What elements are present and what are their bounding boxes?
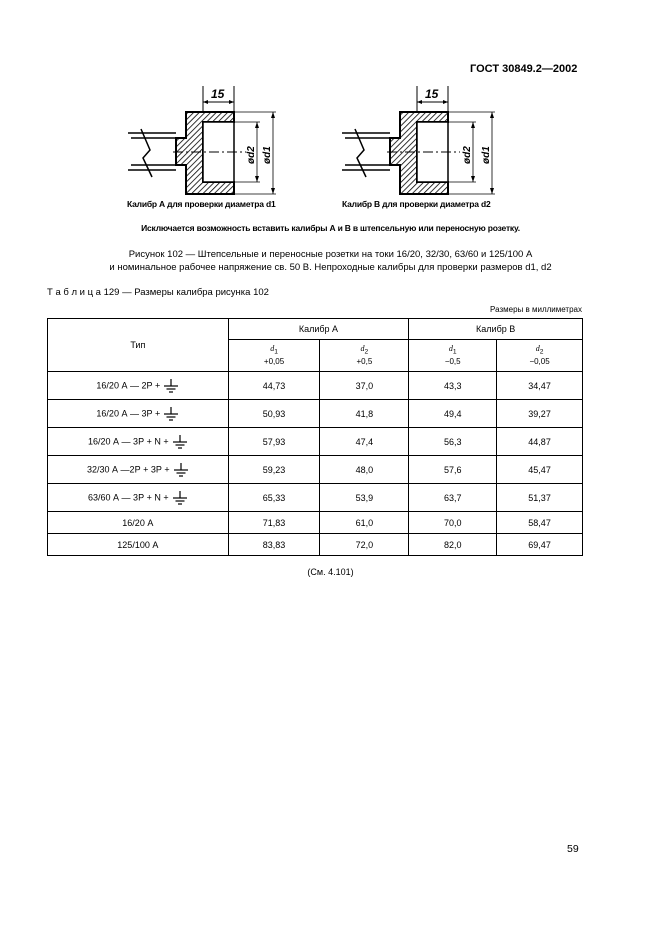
cell-value: 50,93 <box>228 400 320 428</box>
cell-type <box>48 400 229 428</box>
table-row <box>48 372 583 400</box>
cell-value: 70,0 <box>409 512 497 534</box>
cell-value: 57,6 <box>409 456 497 484</box>
cell-value: 51,37 <box>497 484 583 512</box>
cell-value: 65,33 <box>228 484 320 512</box>
cell-value: 61,0 <box>320 512 409 534</box>
cell-value: 58,47 <box>497 512 583 534</box>
caption-gauge-b: Калибр В для проверки диаметра d2 <box>342 199 491 209</box>
cell-value: 45,47 <box>497 456 583 484</box>
gauge-drawing <box>0 0 661 240</box>
table-row <box>48 456 583 484</box>
ground-icon <box>163 378 179 394</box>
type-label: 125/100 А <box>117 539 159 550</box>
subheader-1 <box>320 340 409 372</box>
sub-tolerance: +0,05 <box>263 357 285 367</box>
cell-type <box>48 484 229 512</box>
type-label: 63/60 А — 3Р + N + <box>88 491 169 502</box>
sub-index: 1 <box>274 348 278 356</box>
cross-reference: (См. 4.101) <box>307 567 354 577</box>
gauge-a-drawing <box>128 86 276 194</box>
sub-symbol: d <box>270 343 275 353</box>
type-label: 16/20 А — 2Р + <box>96 379 161 390</box>
figure-caption-line2: и номинальное рабочее напряжение св. 50 В. Непроходные калибры для проверки размеров d1, d2 <box>109 262 552 273</box>
sub-index: 2 <box>539 348 544 356</box>
ground-icon <box>172 434 188 450</box>
cell-value: 63,7 <box>409 484 497 512</box>
gauge-b-drawing <box>342 86 495 194</box>
cell-type <box>48 428 229 456</box>
subheader-0 <box>228 340 320 372</box>
header-gauge-b: Калибр В <box>409 319 583 340</box>
sub-tolerance: −0,05 <box>529 357 550 367</box>
cell-value: 43,3 <box>409 372 497 400</box>
cell-value: 56,3 <box>409 428 497 456</box>
dimension-15-a: 15 <box>211 87 225 101</box>
sub-symbol: d <box>448 343 453 353</box>
cell-type <box>48 512 229 534</box>
cell-value: 48,0 <box>320 456 409 484</box>
d1-label-a: ød1 <box>262 146 273 164</box>
cell-value: 53,9 <box>320 484 409 512</box>
ground-icon <box>163 406 179 422</box>
figure-caption-line1: Рисунок 102 — Штепсельные и переносные розетки на токи 16/20, 32/30, 63/60 и 125/100 А <box>128 249 533 260</box>
type-label: 16/20 А — 3Р + N + <box>88 435 169 446</box>
cell-value: 82,0 <box>409 534 497 556</box>
caption-gauge-a: Калибр А для проверки диаметра d1 <box>127 199 276 209</box>
sub-index: 1 <box>452 348 457 356</box>
cell-value: 37,0 <box>320 372 409 400</box>
type-label: 32/30 А —2Р + 3Р + <box>87 463 170 474</box>
d1-label-b: ød1 <box>481 146 492 164</box>
dimension-15-b: 15 <box>425 87 439 101</box>
subheader-2 <box>409 340 497 372</box>
cell-value: 83,83 <box>228 534 320 556</box>
d2-label-a: ød2 <box>246 146 257 164</box>
ground-icon <box>173 462 189 478</box>
cell-value: 39,27 <box>497 400 583 428</box>
d2-label-b: ød2 <box>462 146 473 164</box>
cell-value: 34,47 <box>497 372 583 400</box>
table-row <box>48 400 583 428</box>
cell-value: 59,23 <box>228 456 320 484</box>
cell-value: 69,47 <box>497 534 583 556</box>
cell-value: 47,4 <box>320 428 409 456</box>
cell-value: 44,73 <box>228 372 320 400</box>
gauge-dimensions-table <box>47 318 583 556</box>
cell-type <box>48 534 229 556</box>
table-row <box>48 534 583 556</box>
sub-symbol: d <box>360 343 365 353</box>
sub-tolerance: −0,5 <box>444 357 461 367</box>
table-row <box>48 428 583 456</box>
cell-value: 72,0 <box>320 534 409 556</box>
sub-index: 2 <box>364 348 369 356</box>
cell-type <box>48 372 229 400</box>
cell-value: 41,8 <box>320 400 409 428</box>
sub-tolerance: +0,5 <box>356 357 373 367</box>
type-label: 16/20 А <box>122 517 154 528</box>
page-number: 59 <box>567 843 579 855</box>
table-row <box>48 512 583 534</box>
ground-icon <box>172 490 188 506</box>
units-note: Размеры в миллиметрах <box>490 305 582 314</box>
type-label: 16/20 А — 3Р + <box>96 407 161 418</box>
header-gauge-a: Калибр А <box>228 319 409 340</box>
header-type: Тип <box>48 319 229 372</box>
figure-note: Исключается возможность вставить калибры А и В в штепсельную или переносную розетку. <box>141 223 520 233</box>
cell-type <box>48 456 229 484</box>
cell-value: 44,87 <box>497 428 583 456</box>
subheader-3 <box>497 340 583 372</box>
table-row <box>48 484 583 512</box>
cell-value: 49,4 <box>409 400 497 428</box>
cell-value: 57,93 <box>228 428 320 456</box>
table-title: Т а б л и ц а 129 — Размеры калибра рисунка 102 <box>47 287 269 298</box>
document-code: ГОСТ 30849.2—2002 <box>470 63 578 75</box>
cell-value: 71,83 <box>228 512 320 534</box>
sub-symbol: d <box>535 343 540 353</box>
